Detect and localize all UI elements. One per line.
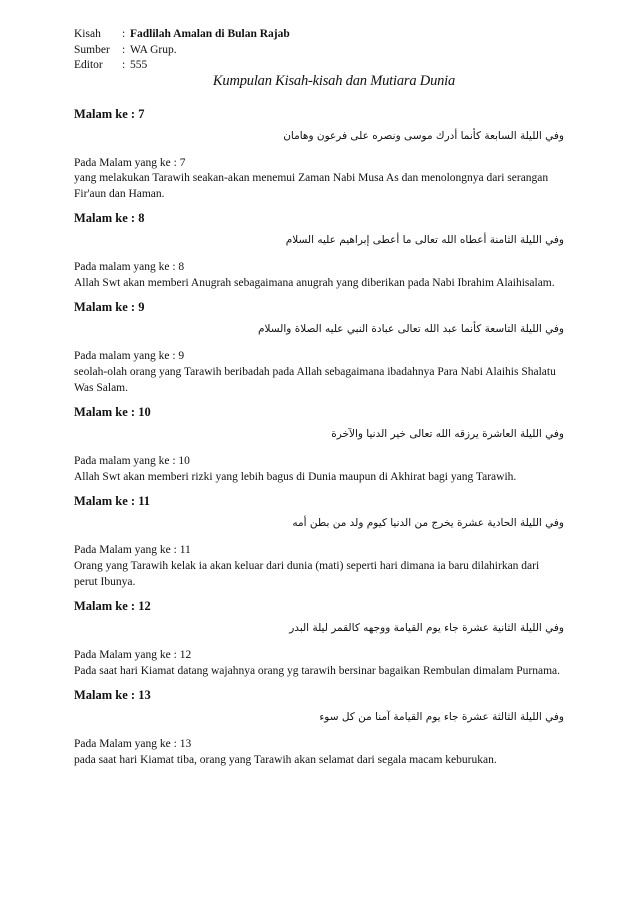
night-section	[74, 598, 564, 679]
section-intro: Pada Malam yang ke : 11	[74, 544, 191, 557]
section-title: Malam ke : 13	[74, 688, 151, 703]
section-intro: Pada Malam yang ke : 7	[74, 156, 186, 169]
section-title: Malam ke : 12	[74, 599, 151, 614]
section-intro: Pada Malam yang ke : 13	[74, 738, 192, 751]
night-section	[74, 210, 564, 291]
document-subtitle: Kumpulan Kisah-kisah dan Mutiara Dunia	[212, 72, 456, 89]
header-row-sumber	[74, 43, 564, 59]
header-key: Sumber	[74, 43, 110, 56]
header-value: WA Grup.	[130, 43, 177, 56]
section-title: Malam ke : 10	[74, 405, 151, 420]
header-separator: :	[122, 59, 126, 71]
section-translation: Allah Swt akan memberi Anugrah sebagaimana anugrah yang diberikan pada Nabi Ibrahim Alaihisalam.	[74, 276, 555, 289]
section-translation: yang melakukan Tarawih seakan-akan menemui Zaman Nabi Musa As dan menolongnya dari serangan Fir'aun dan Haman.	[74, 172, 549, 200]
arabic-text: وفي الليلة العاشرة يرزقه الله تعالى خير الدنيا والآخرة	[331, 428, 564, 441]
section-translation: pada saat hari Kiamat tiba, orang yang Tarawih akan selamat dari segala macam keburukan.	[74, 754, 497, 766]
section-intro: Pada Malam yang ke : 12	[74, 649, 192, 662]
header-value: 555	[130, 59, 148, 71]
night-section	[74, 687, 564, 768]
header-key: Editor	[74, 59, 103, 71]
header-separator: :	[122, 43, 126, 56]
section-translation: Orang yang Tarawih kelak ia akan keluar dari dunia (mati) seperti hari dimana ia baru dilahirkan dari perut Ibunya.	[74, 560, 540, 588]
night-section	[74, 299, 564, 396]
section-title: Malam ke : 11	[74, 494, 151, 509]
night-section	[74, 404, 564, 485]
night-section	[74, 493, 564, 590]
arabic-text: وفي الليلة الثامنة أعطاه الله تعالى ما أعطى إبراهيم عليه السلام	[285, 234, 564, 247]
section-title: Malam ke : 8	[74, 211, 145, 226]
header-row-kisah	[74, 27, 564, 43]
arabic-text: وفي الليلة الثالثة عشرة جاء يوم القيامة آمنا من كل سوء	[319, 711, 564, 724]
header-separator: :	[122, 28, 126, 40]
section-title: Malam ke : 7	[74, 106, 145, 121]
night-section	[74, 106, 564, 203]
document-header	[74, 27, 564, 74]
section-intro: Pada malam yang ke : 9	[74, 350, 185, 363]
section-intro: Pada malam yang ke : 10	[74, 455, 190, 468]
section-intro: Pada malam yang ke : 8	[74, 261, 185, 274]
header-value: Fadlilah Amalan di Bulan Rajab	[130, 28, 290, 40]
arabic-text: وفي الليلة السابعة كأنما أدرك موسى ونصره على فرعون وهامان	[283, 129, 564, 142]
document-page	[74, 27, 564, 777]
section-translation: seolah-olah orang yang Tarawih beribadah pada Allah sebagaimana ibadahnya Para Nabi Alaihis Shalatu Was Salam.	[74, 366, 556, 394]
section-translation: Pada saat hari Kiamat datang wajahnya orang yg tarawih bersinar bagaikan Rembulan dimalam Purnama.	[74, 664, 561, 677]
section-translation: Allah Swt akan memberi rizki yang lebih bagus di Dunia maupun di Akhirat bagi yang Tarawih.	[74, 470, 517, 483]
arabic-text: وفي الليلة الثانية عشرة جاء يوم القيامة ووجهه كالقمر ليلة البدر	[289, 622, 564, 635]
header-key: Kisah	[74, 28, 101, 40]
section-title: Malam ke : 9	[74, 300, 145, 315]
header-row-editor	[74, 58, 564, 74]
arabic-text: وفي الليلة التاسعة كأنما عبد الله تعالى عبادة النبي عليه الصلاة والسلام	[258, 323, 564, 336]
arabic-text: وفي الليلة الحادية عشرة يخرج من الدنيا كيوم ولد من بطن أمه	[292, 517, 564, 530]
